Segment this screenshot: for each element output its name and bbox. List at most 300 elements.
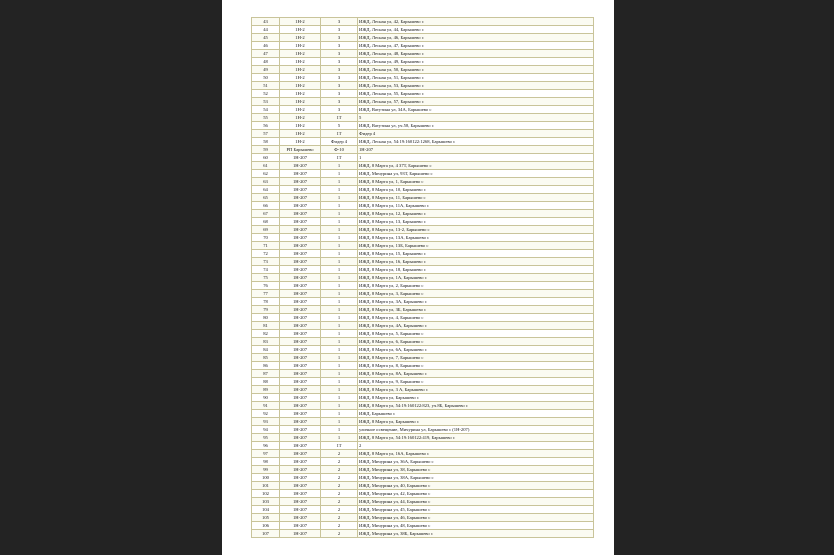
substation-cell: 1Н-207 bbox=[280, 418, 321, 426]
line-cell: 3 bbox=[321, 34, 358, 42]
row-number-cell: 90 bbox=[252, 394, 280, 402]
line-cell: 1 bbox=[321, 226, 358, 234]
line-cell: 3 bbox=[321, 82, 358, 90]
consumer-cell: ИЖД, 8 Марта ул, 6А, Барышево с bbox=[358, 346, 594, 354]
substation-cell: 1Н-2 bbox=[280, 130, 321, 138]
consumer-cell: ИЖД, 8 Марта ул, 16, Барышево с bbox=[358, 258, 594, 266]
table-row bbox=[252, 186, 594, 194]
table-row bbox=[252, 346, 594, 354]
substation-cell: 1Н-207 bbox=[280, 386, 321, 394]
table-row bbox=[252, 482, 594, 490]
consumer-cell: 2 bbox=[358, 442, 594, 450]
line-cell: 1 bbox=[321, 242, 358, 250]
consumer-cell: ИЖД, 8 Марта ул, 12, Барышево с bbox=[358, 210, 594, 218]
table-row bbox=[252, 434, 594, 442]
line-cell: 1 bbox=[321, 394, 358, 402]
consumer-cell: ИЖД, Лесная ул, 54:19:160122:1268, Барышево с bbox=[358, 138, 594, 146]
row-number-cell: 47 bbox=[252, 50, 280, 58]
line-cell: 3 bbox=[321, 26, 358, 34]
line-cell: 2 bbox=[321, 482, 358, 490]
row-number-cell: 50 bbox=[252, 74, 280, 82]
consumer-cell: ИЖД, Лесная ул, 50, Барышево с bbox=[358, 66, 594, 74]
substation-cell: 1Н-207 bbox=[280, 346, 321, 354]
row-number-cell: 82 bbox=[252, 330, 280, 338]
consumer-cell: ИЖД, Мичурина ул, 93Т, Барышево с bbox=[358, 170, 594, 178]
consumer-cell: ИЖД, Мичурина ул, 42, Барышево с bbox=[358, 490, 594, 498]
consumer-cell: ИЖД, Лесная ул, 51, Барышево с bbox=[358, 74, 594, 82]
line-cell: 1 bbox=[321, 410, 358, 418]
table-row bbox=[252, 74, 594, 82]
substation-cell: 1Н-207 bbox=[280, 354, 321, 362]
line-cell: 1 bbox=[321, 354, 358, 362]
table-row bbox=[252, 170, 594, 178]
row-number-cell: 73 bbox=[252, 258, 280, 266]
consumer-cell: ИЖД, 8 Марта ул, 7, Барышево с bbox=[358, 354, 594, 362]
consumer-cell: 5 bbox=[358, 114, 594, 122]
consumer-cell: ИЖД, 8 Марта ул, 3 А, Барышево с bbox=[358, 386, 594, 394]
row-number-cell: 49 bbox=[252, 66, 280, 74]
table-row bbox=[252, 90, 594, 98]
substation-cell: 1Н-207 bbox=[280, 482, 321, 490]
table-row bbox=[252, 130, 594, 138]
table-row bbox=[252, 114, 594, 122]
line-cell: 1 bbox=[321, 266, 358, 274]
substation-cell: 1Н-2 bbox=[280, 42, 321, 50]
table-row bbox=[252, 98, 594, 106]
consumer-cell: ИЖД, Мичурина ул, 38Б, Барышево с bbox=[358, 530, 594, 538]
consumer-cell: ИЖД, 8 Марта ул, Барышево с bbox=[358, 394, 594, 402]
line-cell: 1 bbox=[321, 178, 358, 186]
consumer-cell: ИЖД, 8 Марта ул, 2, Барышево с bbox=[358, 282, 594, 290]
substation-cell: 1Н-207 bbox=[280, 362, 321, 370]
line-cell: 1 bbox=[321, 306, 358, 314]
row-number-cell: 67 bbox=[252, 210, 280, 218]
line-cell: 1 bbox=[321, 170, 358, 178]
line-cell: 3 bbox=[321, 98, 358, 106]
row-number-cell: 80 bbox=[252, 314, 280, 322]
row-number-cell: 56 bbox=[252, 122, 280, 130]
table-row bbox=[252, 194, 594, 202]
line-cell: 1 bbox=[321, 202, 358, 210]
substation-cell: 1Н-207 bbox=[280, 234, 321, 242]
line-cell: 1 bbox=[321, 234, 358, 242]
row-number-cell: 66 bbox=[252, 202, 280, 210]
line-cell: 1 bbox=[321, 186, 358, 194]
line-cell: 1 bbox=[321, 258, 358, 266]
consumer-cell: ИЖД, 8 Марта ул, 6, Барышево с bbox=[358, 338, 594, 346]
substation-cell: 1Н-207 bbox=[280, 290, 321, 298]
table-row bbox=[252, 354, 594, 362]
table-row bbox=[252, 138, 594, 146]
line-cell: 3 bbox=[321, 18, 358, 26]
consumer-cell: ИЖД, 8 Марта ул, 1А, Барышево с bbox=[358, 274, 594, 282]
line-cell: 1 bbox=[321, 418, 358, 426]
table-row bbox=[252, 530, 594, 538]
substation-cell: 1Н-207 bbox=[280, 434, 321, 442]
substation-cell: 1Н-207 bbox=[280, 426, 321, 434]
line-cell: 2 bbox=[321, 530, 358, 538]
consumer-cell: ИЖД, 8 Марта ул, 9, Барышево с bbox=[358, 378, 594, 386]
substation-cell: 1Н-207 bbox=[280, 474, 321, 482]
line-cell: 1 bbox=[321, 274, 358, 282]
row-number-cell: 68 bbox=[252, 218, 280, 226]
table-row bbox=[252, 370, 594, 378]
row-number-cell: 53 bbox=[252, 98, 280, 106]
consumer-cell: ИЖД, Мичурина ул, 45, Барышево с bbox=[358, 506, 594, 514]
consumer-cell: ИЖД, 8 Марта ул, 13А, Барышево с bbox=[358, 234, 594, 242]
consumer-cell: ИЖД, Лесная ул, 55, Барышево с bbox=[358, 90, 594, 98]
line-cell: 1 bbox=[321, 402, 358, 410]
line-cell: 2 bbox=[321, 490, 358, 498]
table-row bbox=[252, 178, 594, 186]
substation-cell: РП Барышево bbox=[280, 146, 321, 154]
line-cell: 2 bbox=[321, 450, 358, 458]
row-number-cell: 83 bbox=[252, 338, 280, 346]
row-number-cell: 96 bbox=[252, 442, 280, 450]
consumer-cell: ИЖД, 8 Марта ул, 13, Барышево с bbox=[358, 218, 594, 226]
line-cell: Ф-10 bbox=[321, 146, 358, 154]
consumer-cell: ИЖД, 8 Марта ул, 54:19:160122:823, уч.8Б, Барышево с bbox=[358, 402, 594, 410]
table-row bbox=[252, 306, 594, 314]
substation-cell: 1Н-207 bbox=[280, 506, 321, 514]
row-number-cell: 54 bbox=[252, 106, 280, 114]
consumer-cell: ИЖД, 8 Марта ул, Барышево с bbox=[358, 418, 594, 426]
table-row bbox=[252, 514, 594, 522]
row-number-cell: 71 bbox=[252, 242, 280, 250]
line-cell: 2 bbox=[321, 514, 358, 522]
consumer-cell: ИЖД, 8 Марта ул, 13-2, Барышево с bbox=[358, 226, 594, 234]
substation-cell: 1Н-2 bbox=[280, 66, 321, 74]
table-row bbox=[252, 298, 594, 306]
line-cell: 3 bbox=[321, 58, 358, 66]
row-number-cell: 93 bbox=[252, 418, 280, 426]
line-cell: 1 bbox=[321, 386, 358, 394]
line-cell: 5 bbox=[321, 122, 358, 130]
consumer-cell: ИЖД, 8 Марта ул, 1, Барышево с bbox=[358, 178, 594, 186]
substation-cell: 1Н-2 bbox=[280, 82, 321, 90]
substation-cell: 1Н-207 bbox=[280, 306, 321, 314]
line-cell: 1 bbox=[321, 346, 358, 354]
substation-cell: 1Н-207 bbox=[280, 450, 321, 458]
table-row bbox=[252, 522, 594, 530]
row-number-cell: 103 bbox=[252, 498, 280, 506]
row-number-cell: 55 bbox=[252, 114, 280, 122]
line-cell: 3 bbox=[321, 42, 358, 50]
row-number-cell: 70 bbox=[252, 234, 280, 242]
line-cell: 1 bbox=[321, 378, 358, 386]
line-cell: 1 bbox=[321, 362, 358, 370]
table-row bbox=[252, 426, 594, 434]
table-row bbox=[252, 378, 594, 386]
consumer-cell: ИЖД, 8 Марта ул, 54:19:160122:419, Барышево с bbox=[358, 434, 594, 442]
table-row bbox=[252, 394, 594, 402]
line-cell: 1 bbox=[321, 322, 358, 330]
row-number-cell: 84 bbox=[252, 346, 280, 354]
table-row bbox=[252, 146, 594, 154]
substation-cell: 1Н-207 bbox=[280, 314, 321, 322]
row-number-cell: 78 bbox=[252, 298, 280, 306]
consumer-cell: 1 bbox=[358, 154, 594, 162]
row-number-cell: 75 bbox=[252, 274, 280, 282]
line-cell: 1 bbox=[321, 314, 358, 322]
table-row bbox=[252, 154, 594, 162]
row-number-cell: 100 bbox=[252, 474, 280, 482]
line-cell: 2 bbox=[321, 522, 358, 530]
substation-cell: 1Н-2 bbox=[280, 50, 321, 58]
consumer-cell: Фидер 4 bbox=[358, 130, 594, 138]
line-cell: 1 bbox=[321, 218, 358, 226]
consumer-cell: ИЖД, 8 Марта ул, 4 37Т, Барышево с bbox=[358, 162, 594, 170]
consumer-cell: ИЖД, 8 Марта ул, 18, Барышево с bbox=[358, 266, 594, 274]
consumer-cell: ИЖД, 8 Марта ул, 16А, Барышево с bbox=[358, 450, 594, 458]
row-number-cell: 45 bbox=[252, 34, 280, 42]
consumer-cell: ИЖД, Лесная ул, 53, Барышево с bbox=[358, 82, 594, 90]
table-row bbox=[252, 490, 594, 498]
substation-cell: 1Н-207 bbox=[280, 266, 321, 274]
table-row bbox=[252, 314, 594, 322]
row-number-cell: 62 bbox=[252, 170, 280, 178]
consumer-cell: ИЖД, 8 Марта ул, 15, Барышево с bbox=[358, 250, 594, 258]
substation-cell: 1Н-207 bbox=[280, 442, 321, 450]
row-number-cell: 92 bbox=[252, 410, 280, 418]
line-cell: 2 bbox=[321, 466, 358, 474]
table-row bbox=[252, 50, 594, 58]
consumer-cell: ИЖД, 8 Марта ул, 11, Барышево с bbox=[358, 194, 594, 202]
row-number-cell: 48 bbox=[252, 58, 280, 66]
row-number-cell: 60 bbox=[252, 154, 280, 162]
consumer-cell: ИЖД, Мичурина ул, 40, Барышево с bbox=[358, 482, 594, 490]
substation-cell: 1Н-207 bbox=[280, 322, 321, 330]
substation-cell: 1Н-2 bbox=[280, 138, 321, 146]
consumer-cell: ИЖД, Мичурина ул, 48, Барышево с bbox=[358, 522, 594, 530]
line-cell: Фидер 4 bbox=[321, 138, 358, 146]
row-number-cell: 89 bbox=[252, 386, 280, 394]
substation-cell: 1Н-2 bbox=[280, 74, 321, 82]
substation-cell: 1Н-2 bbox=[280, 34, 321, 42]
substation-cell: 1Н-207 bbox=[280, 210, 321, 218]
feeder-table bbox=[251, 17, 594, 538]
line-cell: 3 bbox=[321, 106, 358, 114]
consumer-cell: 1Н-207 bbox=[358, 146, 594, 154]
substation-cell: 1Н-207 bbox=[280, 394, 321, 402]
substation-cell: 1Н-207 bbox=[280, 490, 321, 498]
table-row bbox=[252, 106, 594, 114]
row-number-cell: 79 bbox=[252, 306, 280, 314]
consumer-cell: ИЖД, 8 Марта ул, 8А, Барышево с bbox=[358, 370, 594, 378]
table-row bbox=[252, 266, 594, 274]
substation-cell: 1Н-207 bbox=[280, 194, 321, 202]
line-cell: 1 bbox=[321, 298, 358, 306]
consumer-cell: ИЖД, 8 Марта ул, 3А, Барышево с bbox=[358, 298, 594, 306]
table-row bbox=[252, 66, 594, 74]
table-row bbox=[252, 450, 594, 458]
table-row bbox=[252, 202, 594, 210]
line-cell: 3 bbox=[321, 90, 358, 98]
line-cell: 1Т bbox=[321, 154, 358, 162]
table-row bbox=[252, 18, 594, 26]
substation-cell: 1Н-207 bbox=[280, 410, 321, 418]
row-number-cell: 107 bbox=[252, 530, 280, 538]
table-row bbox=[252, 474, 594, 482]
line-cell: 1 bbox=[321, 194, 358, 202]
row-number-cell: 86 bbox=[252, 362, 280, 370]
consumer-cell: ИЖД, Лесная ул, 49, Барышево с bbox=[358, 58, 594, 66]
table-row bbox=[252, 258, 594, 266]
substation-cell: 1Н-207 bbox=[280, 402, 321, 410]
substation-cell: 1Н-207 bbox=[280, 226, 321, 234]
table-row bbox=[252, 442, 594, 450]
line-cell: 1 bbox=[321, 426, 358, 434]
table-row bbox=[252, 402, 594, 410]
row-number-cell: 69 bbox=[252, 226, 280, 234]
consumer-cell: ИЖД, 8 Марта ул, 5, Барышево с bbox=[358, 330, 594, 338]
line-cell: 2 bbox=[321, 458, 358, 466]
line-cell: 3 bbox=[321, 66, 358, 74]
row-number-cell: 94 bbox=[252, 426, 280, 434]
substation-cell: 1Н-207 bbox=[280, 466, 321, 474]
row-number-cell: 63 bbox=[252, 178, 280, 186]
line-cell: 2 bbox=[321, 506, 358, 514]
substation-cell: 1Н-207 bbox=[280, 522, 321, 530]
table-row bbox=[252, 290, 594, 298]
row-number-cell: 95 bbox=[252, 434, 280, 442]
row-number-cell: 102 bbox=[252, 490, 280, 498]
line-cell: 1 bbox=[321, 434, 358, 442]
table-row bbox=[252, 274, 594, 282]
consumer-cell: уличное освещение, Мичурина ул, Барышево с (1Н-207) bbox=[358, 426, 594, 434]
row-number-cell: 101 bbox=[252, 482, 280, 490]
line-cell: 2 bbox=[321, 474, 358, 482]
table-row bbox=[252, 34, 594, 42]
line-cell: 3 bbox=[321, 74, 358, 82]
table-row bbox=[252, 210, 594, 218]
table-row bbox=[252, 498, 594, 506]
row-number-cell: 104 bbox=[252, 506, 280, 514]
line-cell: 1Т bbox=[321, 114, 358, 122]
table-row bbox=[252, 234, 594, 242]
row-number-cell: 59 bbox=[252, 146, 280, 154]
table-row bbox=[252, 330, 594, 338]
table-row bbox=[252, 218, 594, 226]
table-row bbox=[252, 82, 594, 90]
feeder-table-body bbox=[252, 18, 594, 538]
consumer-cell: ИЖД, 8 Марта ул, 3Б, Барышево с bbox=[358, 306, 594, 314]
line-cell: 1 bbox=[321, 162, 358, 170]
substation-cell: 1Н-2 bbox=[280, 18, 321, 26]
consumer-cell: ИЖД, 8 Марта ул, 10, Барышево с bbox=[358, 186, 594, 194]
row-number-cell: 88 bbox=[252, 378, 280, 386]
substation-cell: 1Н-207 bbox=[280, 258, 321, 266]
table-row bbox=[252, 386, 594, 394]
substation-cell: 1Н-207 bbox=[280, 298, 321, 306]
substation-cell: 1Н-207 bbox=[280, 378, 321, 386]
table-row bbox=[252, 322, 594, 330]
substation-cell: 1Н-207 bbox=[280, 186, 321, 194]
consumer-cell: ИЖД, Лесная ул, 57, Барышево с bbox=[358, 98, 594, 106]
table-row bbox=[252, 26, 594, 34]
table-row bbox=[252, 58, 594, 66]
row-number-cell: 57 bbox=[252, 130, 280, 138]
substation-cell: 1Н-2 bbox=[280, 58, 321, 66]
row-number-cell: 46 bbox=[252, 42, 280, 50]
table-row bbox=[252, 282, 594, 290]
substation-cell: 1Н-207 bbox=[280, 250, 321, 258]
table-row bbox=[252, 250, 594, 258]
table-row bbox=[252, 458, 594, 466]
row-number-cell: 85 bbox=[252, 354, 280, 362]
table-row bbox=[252, 410, 594, 418]
document-page bbox=[222, 0, 614, 555]
consumer-cell: ИЖД, Мичурина ул, 38, Барышево с bbox=[358, 466, 594, 474]
row-number-cell: 91 bbox=[252, 402, 280, 410]
table-row bbox=[252, 466, 594, 474]
row-number-cell: 65 bbox=[252, 194, 280, 202]
consumer-cell: ИЖД, Ватутина ул, уч.58, Барышево с bbox=[358, 122, 594, 130]
substation-cell: 1Н-2 bbox=[280, 26, 321, 34]
row-number-cell: 52 bbox=[252, 90, 280, 98]
substation-cell: 1Н-207 bbox=[280, 370, 321, 378]
substation-cell: 1Н-207 bbox=[280, 162, 321, 170]
line-cell: 1Т bbox=[321, 130, 358, 138]
substation-cell: 1Н-207 bbox=[280, 242, 321, 250]
row-number-cell: 43 bbox=[252, 18, 280, 26]
consumer-cell: ИЖД, Лесная ул, 42, Барышево с bbox=[358, 18, 594, 26]
row-number-cell: 51 bbox=[252, 82, 280, 90]
table-row bbox=[252, 122, 594, 130]
substation-cell: 1Н-207 bbox=[280, 178, 321, 186]
table-row bbox=[252, 42, 594, 50]
line-cell: 1 bbox=[321, 338, 358, 346]
row-number-cell: 98 bbox=[252, 458, 280, 466]
consumer-cell: ИЖД, Мичурина ул, 46, Барышево с bbox=[358, 514, 594, 522]
table-row bbox=[252, 226, 594, 234]
substation-cell: 1Н-207 bbox=[280, 218, 321, 226]
row-number-cell: 105 bbox=[252, 514, 280, 522]
row-number-cell: 64 bbox=[252, 186, 280, 194]
substation-cell: 1Н-207 bbox=[280, 458, 321, 466]
line-cell: 1 bbox=[321, 370, 358, 378]
line-cell: 2 bbox=[321, 498, 358, 506]
row-number-cell: 77 bbox=[252, 290, 280, 298]
substation-cell: 1Н-2 bbox=[280, 90, 321, 98]
consumer-cell: ИЖД, Ватутина ул, 34А, Барышево с bbox=[358, 106, 594, 114]
row-number-cell: 97 bbox=[252, 450, 280, 458]
table-row bbox=[252, 418, 594, 426]
table-row bbox=[252, 338, 594, 346]
substation-cell: 1Н-207 bbox=[280, 202, 321, 210]
row-number-cell: 81 bbox=[252, 322, 280, 330]
consumer-cell: ИЖД, 8 Марта ул, 3, Барышево с bbox=[358, 290, 594, 298]
substation-cell: 1Н-2 bbox=[280, 106, 321, 114]
line-cell: 1Т bbox=[321, 442, 358, 450]
row-number-cell: 61 bbox=[252, 162, 280, 170]
consumer-cell: ИЖД, Мичурина ул, 38А, Барышево с bbox=[358, 474, 594, 482]
row-number-cell: 99 bbox=[252, 466, 280, 474]
row-number-cell: 76 bbox=[252, 282, 280, 290]
table-row bbox=[252, 506, 594, 514]
consumer-cell: ИЖД, 8 Марта ул, 4, Барышево с bbox=[358, 314, 594, 322]
consumer-cell: ИЖД, Лесная ул, 47, Барышево с bbox=[358, 42, 594, 50]
substation-cell: 1Н-2 bbox=[280, 98, 321, 106]
row-number-cell: 106 bbox=[252, 522, 280, 530]
row-number-cell: 74 bbox=[252, 266, 280, 274]
consumer-cell: ИЖД, Мичурина ул, 44, Барышево с bbox=[358, 498, 594, 506]
substation-cell: 1Н-207 bbox=[280, 154, 321, 162]
row-number-cell: 87 bbox=[252, 370, 280, 378]
consumer-cell: ИЖД, Лесная ул, 44, Барышево с bbox=[358, 26, 594, 34]
line-cell: 3 bbox=[321, 50, 358, 58]
substation-cell: 1Н-207 bbox=[280, 498, 321, 506]
